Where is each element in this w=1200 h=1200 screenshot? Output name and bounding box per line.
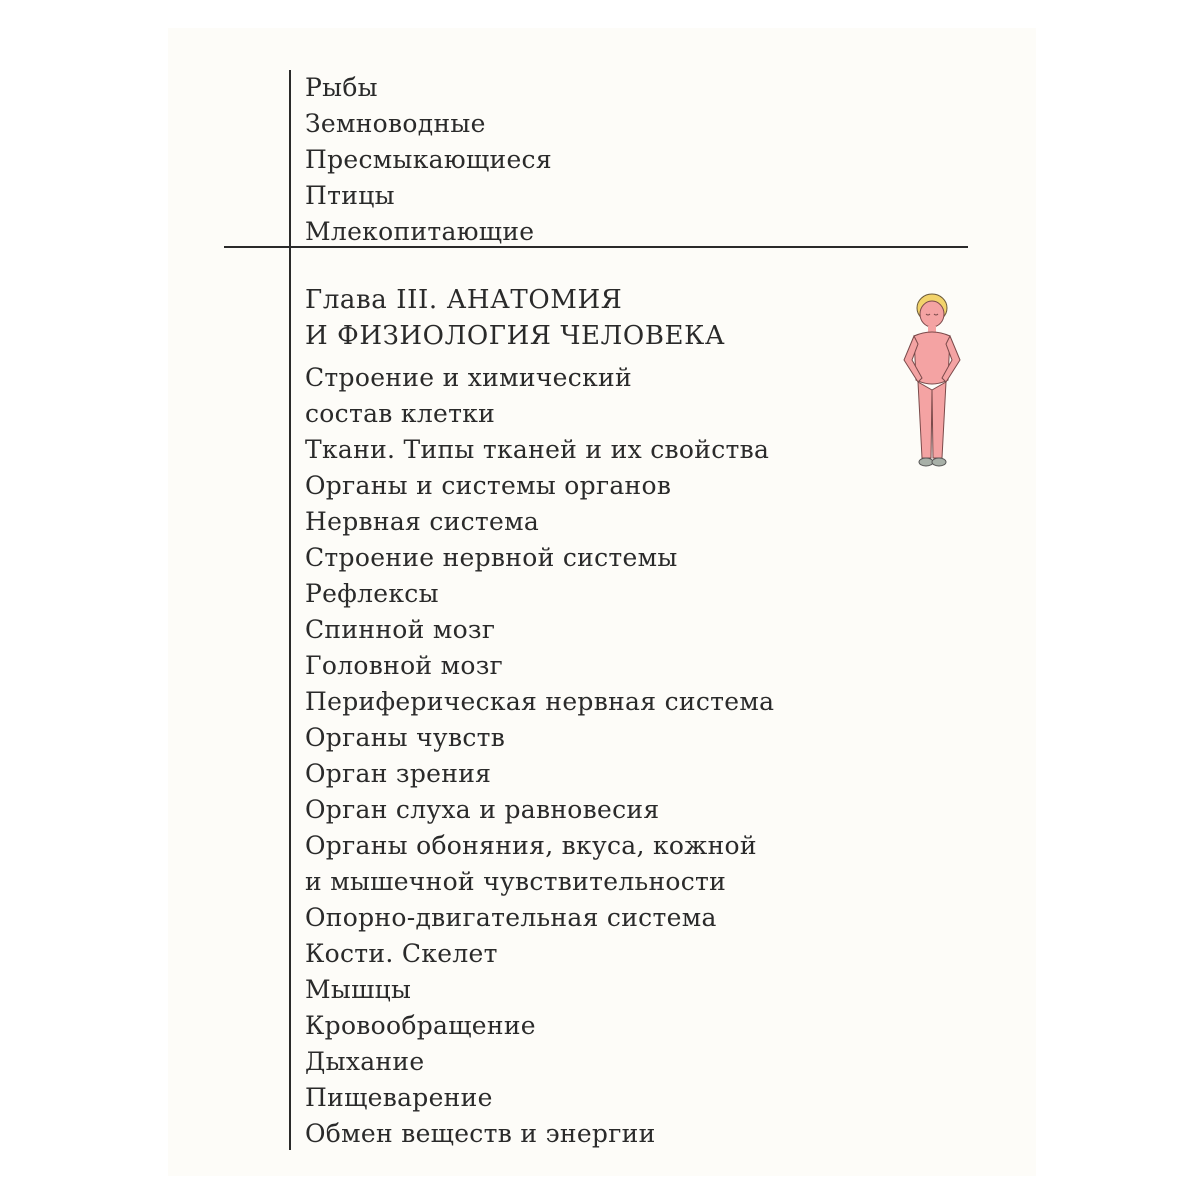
entry-title: Рефлексы [305, 579, 439, 608]
entry-title: Кровообращение [305, 1011, 536, 1040]
entry-title: Обмен веществ и энергии [305, 1119, 656, 1148]
entry-title: Рыбы [305, 73, 378, 102]
entry-title: Нервная система [305, 507, 540, 536]
vertical-rule [289, 70, 291, 1150]
chapter-heading-line1: Глава III. АНАТОМИЯ [305, 285, 623, 315]
chapter-heading-line2: И ФИЗИОЛОГИЯ ЧЕЛОВЕКА [305, 321, 726, 351]
entry-title: Органы чувств [305, 723, 506, 752]
entry-title: Органы обоняния, вкуса, кожной [305, 831, 757, 860]
book-page [168, 28, 1036, 1176]
entry-title: Органы и системы органов [305, 471, 672, 500]
entry-title: Мышцы [305, 975, 412, 1004]
entry-title: Кости. Скелет [305, 939, 498, 968]
entry-title: Земноводные [305, 109, 486, 138]
entry-title: Пищеварение [305, 1083, 493, 1112]
entry-title: Периферическая нервная система [305, 687, 775, 716]
entry-title: Птицы [305, 181, 395, 210]
entry-title: и мышечной чувствительности [305, 867, 727, 896]
entry-title: Дыхание [305, 1047, 425, 1076]
entry-title: Спинной мозг [305, 615, 496, 644]
human-figure-icon [896, 290, 976, 470]
entry-title: состав клетки [305, 399, 496, 428]
entry-title: Орган зрения [305, 759, 492, 788]
entry-title: Пресмыкающиеся [305, 145, 552, 174]
entry-title: Опорно-двигательная система [305, 903, 717, 932]
entry-title: Млекопитающие [305, 217, 535, 246]
entry-title: Строение нервной системы [305, 543, 678, 572]
entry-title: Головной мозг [305, 651, 504, 680]
entry-title: Ткани. Типы тканей и их свойства [305, 435, 770, 464]
entry-title: Строение и химический [305, 363, 632, 392]
entry-title: Орган слуха и равновесия [305, 795, 660, 824]
